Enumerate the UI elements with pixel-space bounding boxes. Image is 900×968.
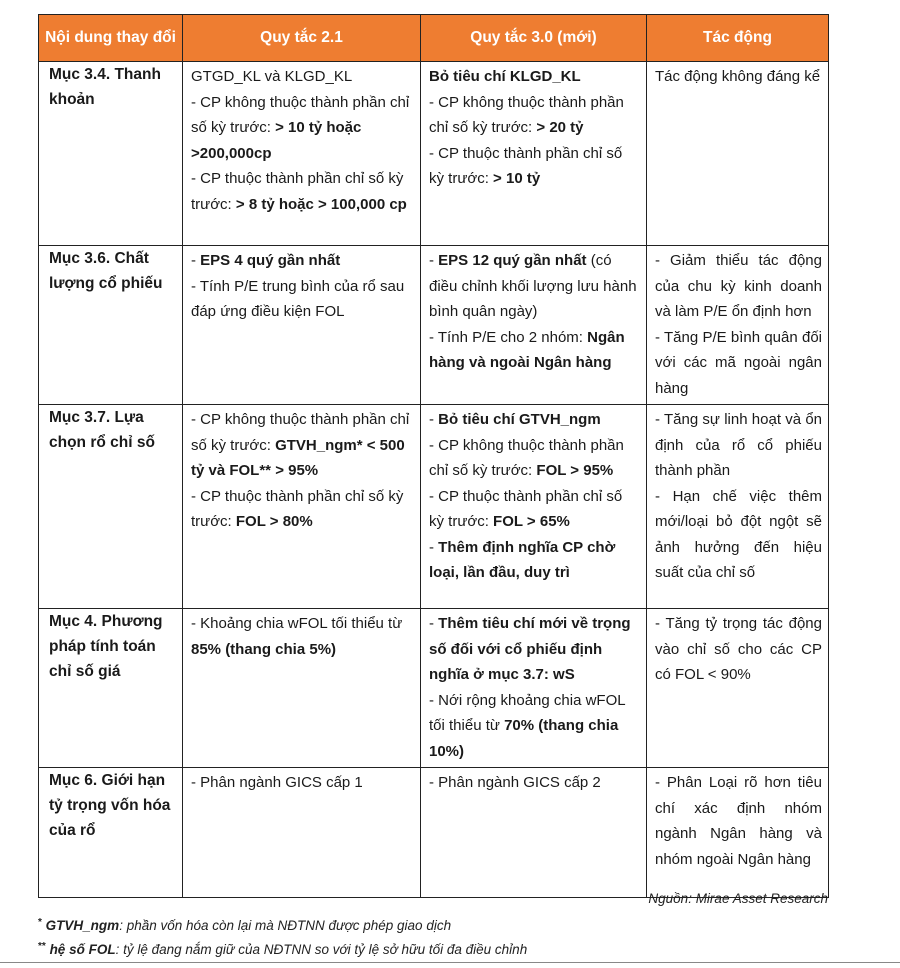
rules-comparison-table <box>38 14 829 898</box>
row-label: Mục 3.7. Lựa chọn rổ chỉ số <box>39 405 183 609</box>
page-divider <box>0 962 900 963</box>
impact-cell <box>647 62 829 246</box>
cell-line: - Phân Loại rõ hơn tiêu chí xác định nhóm ngành Ngân hàng và nhóm ngoài Ngân hàng <box>655 774 822 868</box>
cell-line: - Nới rộng khoảng chia wFOL tối thiểu từ 70% (thang chia 10%) <box>429 691 626 760</box>
cell-line: - CP không thuộc thành phần chỉ số kỳ trước: > 10 tỷ hoặc >200,000cp <box>191 93 410 162</box>
cell-line: - Bỏ tiêu chí GTVH_ngm <box>429 411 601 428</box>
cell-line: - CP thuộc thành phần chỉ số kỳ trước: > 10 tỷ <box>429 144 623 187</box>
cell-line: - Tăng P/E bình quân đối với các mã ngoài ngân hàng <box>655 328 822 397</box>
cell-line: - EPS 12 quý gần nhất (có điều chỉnh khối lượng lưu hành bình quân ngày) <box>429 252 637 320</box>
cell-line: - Tăng sự linh hoạt và ổn định của rổ cổ phiếu thành phần <box>655 411 822 479</box>
row-label: Mục 3.6. Chất lượng cổ phiếu <box>39 246 183 405</box>
row-label: Mục 6. Giới hạn tỷ trọng vốn hóa của rổ <box>39 768 183 898</box>
cell-line: GTGD_KL và KLGD_KL <box>191 68 353 85</box>
impact-cell <box>647 609 829 768</box>
cell-line: - Giảm thiểu tác động của chu kỳ kinh doanh và làm P/E ổn định hơn <box>655 252 822 320</box>
header-content-change: Nội dung thay đổi <box>39 15 183 62</box>
rule-2-1-cell <box>183 405 421 609</box>
footnote-term: hệ số FOL <box>49 942 116 957</box>
cell-line: - CP thuộc thành phần chỉ số kỳ trước: FOL > 80% <box>191 487 404 530</box>
cell-line: - CP không thuộc thành phần chỉ số kỳ trước: FOL > 95% <box>429 436 624 479</box>
impact-cell <box>647 246 829 405</box>
rule-3-0-cell <box>421 768 647 898</box>
row-label: Mục 4. Phương pháp tính toán chỉ số giá <box>39 609 183 768</box>
cell-line: - CP không thuộc thành phần chỉ số kỳ trước: > 20 tỷ <box>429 93 624 136</box>
footnote-term: GTVH_ngm <box>45 918 120 933</box>
row-label: Mục 3.4. Thanh khoản <box>39 62 183 246</box>
cell-line: - CP không thuộc thành phần chỉ số kỳ trước: GTVH_ngm* < 500 tỷ và FOL** > 95% <box>191 411 410 479</box>
cell-line: - CP thuộc thành phần chỉ số kỳ trước: > 8 tỷ hoặc > 100,000 cp <box>191 170 407 213</box>
footnote-mark: * <box>38 917 42 928</box>
table-row <box>39 768 829 898</box>
footnote-text: : tỷ lệ đang nắm giữ của NĐTNN so với tỷ lệ sở hữu tối đa điều chỉnh <box>115 942 528 957</box>
table-row <box>39 62 829 246</box>
cell-line: - Thêm tiêu chí mới về trọng số đối với cổ phiếu định nghĩa ở mục 3.7: wS <box>429 615 631 683</box>
footnote-fol <box>38 941 527 957</box>
rule-2-1-cell <box>183 246 421 405</box>
rule-2-1-cell <box>183 768 421 898</box>
cell-line: - Tính P/E cho 2 nhóm: Ngân hàng và ngoài Ngân hàng <box>429 328 625 371</box>
rule-3-0-cell <box>421 62 647 246</box>
cell-line: - Khoảng chia wFOL tối thiểu từ 85% (thang chia 5%) <box>191 615 403 658</box>
source-note: Nguồn: Mirae Asset Research <box>648 891 828 906</box>
cell-line: Tác động không đáng kể <box>655 68 821 85</box>
cell-line: - Thêm định nghĩa CP chờ loại, lần đầu, duy trì <box>429 538 616 581</box>
rule-2-1-cell <box>183 62 421 246</box>
table-header-row <box>39 15 829 62</box>
cell-line: - EPS 4 quý gần nhất <box>191 252 341 269</box>
cell-line: - Phân ngành GICS cấp 1 <box>191 774 363 791</box>
table-row <box>39 246 829 405</box>
cell-line: - Tăng tỷ trọng tác động vào chỉ số cho các CP có FOL < 90% <box>655 615 822 683</box>
impact-cell <box>647 405 829 609</box>
table-row <box>39 609 829 768</box>
cell-line: - CP thuộc thành phần chỉ số kỳ trước: FOL > 65% <box>429 487 623 530</box>
impact-cell <box>647 768 829 898</box>
cell-line: - Phân ngành GICS cấp 2 <box>429 774 601 791</box>
rule-2-1-cell <box>183 609 421 768</box>
cell-line: - Hạn chế việc thêm mới/loại bỏ đột ngột sẽ ảnh hưởng đến hiệu suất của chỉ số <box>655 487 822 581</box>
header-rule-3-0: Quy tắc 3.0 (mới) <box>421 15 647 62</box>
rule-3-0-cell <box>421 246 647 405</box>
cell-line: - Tính P/E trung bình của rổ sau đáp ứng điều kiện FOL <box>191 277 405 320</box>
footnote-text: : phần vốn hóa còn lại mà NĐTNN được phép giao dịch <box>119 918 452 933</box>
rule-3-0-cell <box>421 405 647 609</box>
header-rule-2-1: Quy tắc 2.1 <box>183 15 421 62</box>
cell-line: Bỏ tiêu chí KLGD_KL <box>429 68 581 85</box>
rule-3-0-cell <box>421 609 647 768</box>
header-impact: Tác động <box>647 15 829 62</box>
table-row <box>39 405 829 609</box>
footnote-mark: ** <box>38 941 46 952</box>
footnote-gtvh <box>38 917 451 933</box>
